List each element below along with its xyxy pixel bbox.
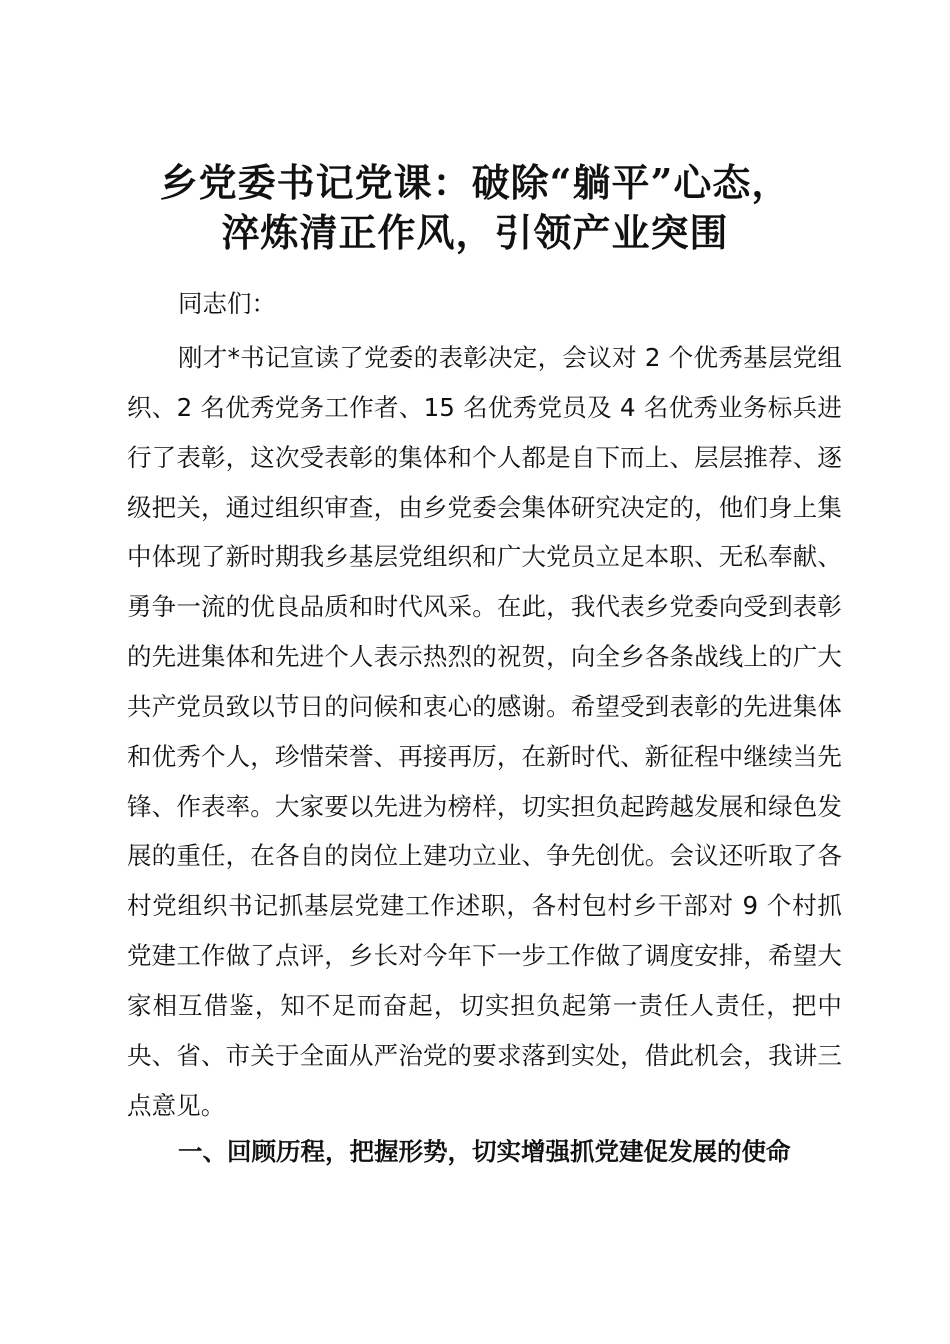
document-title-line-1: 乡党委书记党课：破除“躺平”心态， [159, 160, 791, 205]
salutation: 同志们： [178, 289, 276, 318]
document-title-line-2: 淬炼清正作风，引领产业突围 [221, 210, 729, 255]
body-paragraph: 刚才*书记宣读了党委的表彰决定，会议对 2 个优秀基层党组织、2 名优秀党务工作者、15 名优秀党员及 4 名优秀业务标兵进行了表彰，这次受表彰的集体和个人都是自下而上、层层推荐、逐级把关，通过组织审查，由乡党委会集体研究决定的，他们身上集中体现了新时期我乡基层党组织和广大党员立足本职、无私奉献、勇争一流的优良品质和时代风采。在此，我代表乡党委向受到表彰的先进集体和先进个人表示热烈的祝贺，向全乡各条战线上的广大共产党员致以节日的问候和衷心的感谢。希望受到表彰的先进集体和优秀个人，珍惜荣誉、再接再厉，在新时代、新征程中继续当先锋、作表率。大家要以先进为榜样，切实担负起跨越发展和绿色发展的重任，在各自的岗位上建功立业、争先创优。会议还听取了各村党组织书记抓基层党建工作述职，各村包村乡干部对 9 个村抓党建工作做了点评，乡长对今年下一步工作做了调度安排，希望大家相互借鉴，知不足而奋起，切实担负起第一责任人责任，把中央、省、市关于全面从严治党的要求落到实处，借此机会，我讲三点意见。 [127, 343, 842, 1120]
section-heading: 一、回顾历程，把握形势，切实增强抓党建促发展的使命 [178, 1137, 791, 1166]
